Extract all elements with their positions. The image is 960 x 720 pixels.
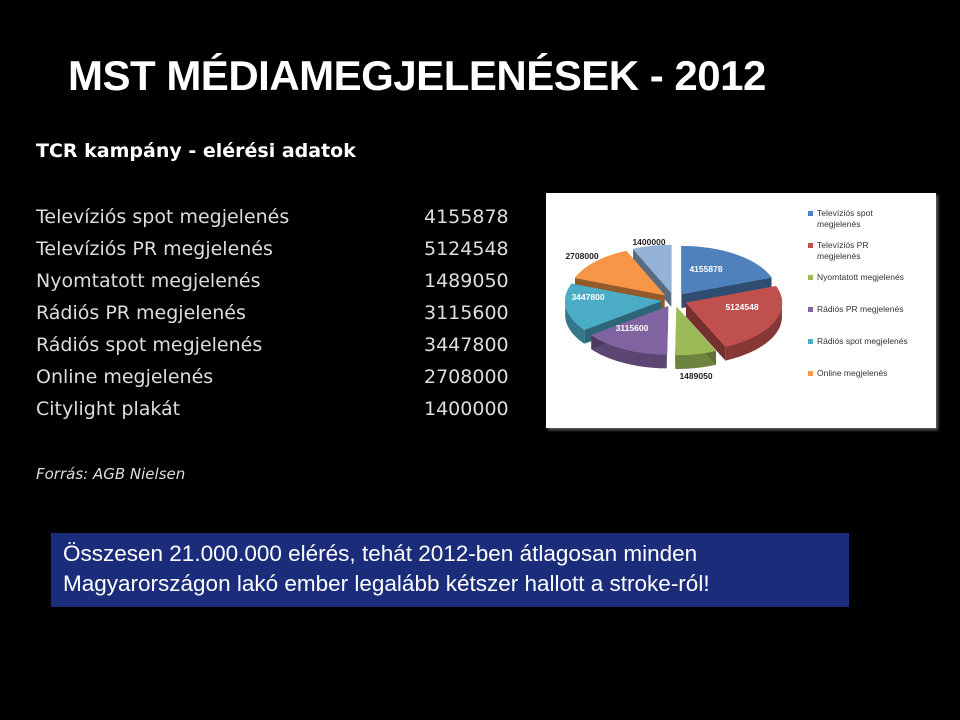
row-label: Rádiós PR megjelenés (36, 302, 246, 324)
row-value: 1489050 (424, 270, 509, 292)
legend-swatch (808, 307, 813, 312)
legend-swatch (808, 243, 813, 248)
source-note: Forrás: AGB Nielsen (36, 465, 186, 483)
table-row (36, 329, 536, 361)
pie-chart (546, 193, 936, 428)
table-row (36, 393, 536, 425)
row-value: 3447800 (424, 334, 509, 356)
row-label: Televíziós spot megjelenés (36, 206, 290, 228)
data-label: 4155878 (689, 264, 723, 274)
table-row (36, 297, 536, 329)
row-value: 1400000 (424, 398, 509, 420)
reach-data-table (36, 201, 536, 425)
slide-title: MST MÉDIAMEGJELENÉSEK - 2012 (68, 52, 766, 99)
legend-swatch (808, 339, 813, 344)
legend-swatch (808, 371, 813, 376)
table-row (36, 233, 536, 265)
table-row (36, 201, 536, 233)
row-label: Televíziós PR megjelenés (36, 238, 273, 260)
row-value: 5124548 (424, 238, 509, 260)
legend-entry: Nyomtatott megjelenés (817, 272, 904, 282)
legend-entry: Online megjelenés (817, 368, 888, 378)
legend-entry: Rádiós spot megjelenés (817, 336, 908, 346)
summary-banner: Összesen 21.000.000 elérés, tehát 2012-ben átlagosan minden Magyarországon lakó ember legalább kétszer hallott a stroke-ról! (51, 533, 849, 607)
row-label: Rádiós spot megjelenés (36, 334, 263, 356)
row-value: 4155878 (424, 206, 509, 228)
row-value: 3115600 (424, 302, 509, 324)
legend-swatch (808, 211, 813, 216)
table-row (36, 265, 536, 297)
slide-subtitle: TCR kampány - elérési adatok (36, 140, 356, 162)
legend-entry: Televíziós PR megjelenés (817, 240, 869, 261)
row-label: Online megjelenés (36, 366, 214, 388)
legend-swatch (808, 275, 813, 280)
table-row (36, 361, 536, 393)
legend-entry: Televíziós spot megjelenés (817, 208, 873, 229)
data-label: 2708000 (565, 251, 599, 261)
data-label: 3447800 (571, 292, 605, 302)
row-value: 2708000 (424, 366, 509, 388)
row-label: Citylight plakát (36, 398, 181, 420)
pie-chart-image (546, 193, 936, 428)
data-label: 5124548 (725, 302, 759, 312)
legend-entry: Rádiós PR megjelenés (817, 304, 904, 314)
data-label: 1489050 (679, 371, 713, 381)
data-label: 3115600 (615, 323, 649, 333)
row-label: Nyomtatott megjelenés (36, 270, 261, 292)
data-label: 1400000 (632, 237, 666, 247)
